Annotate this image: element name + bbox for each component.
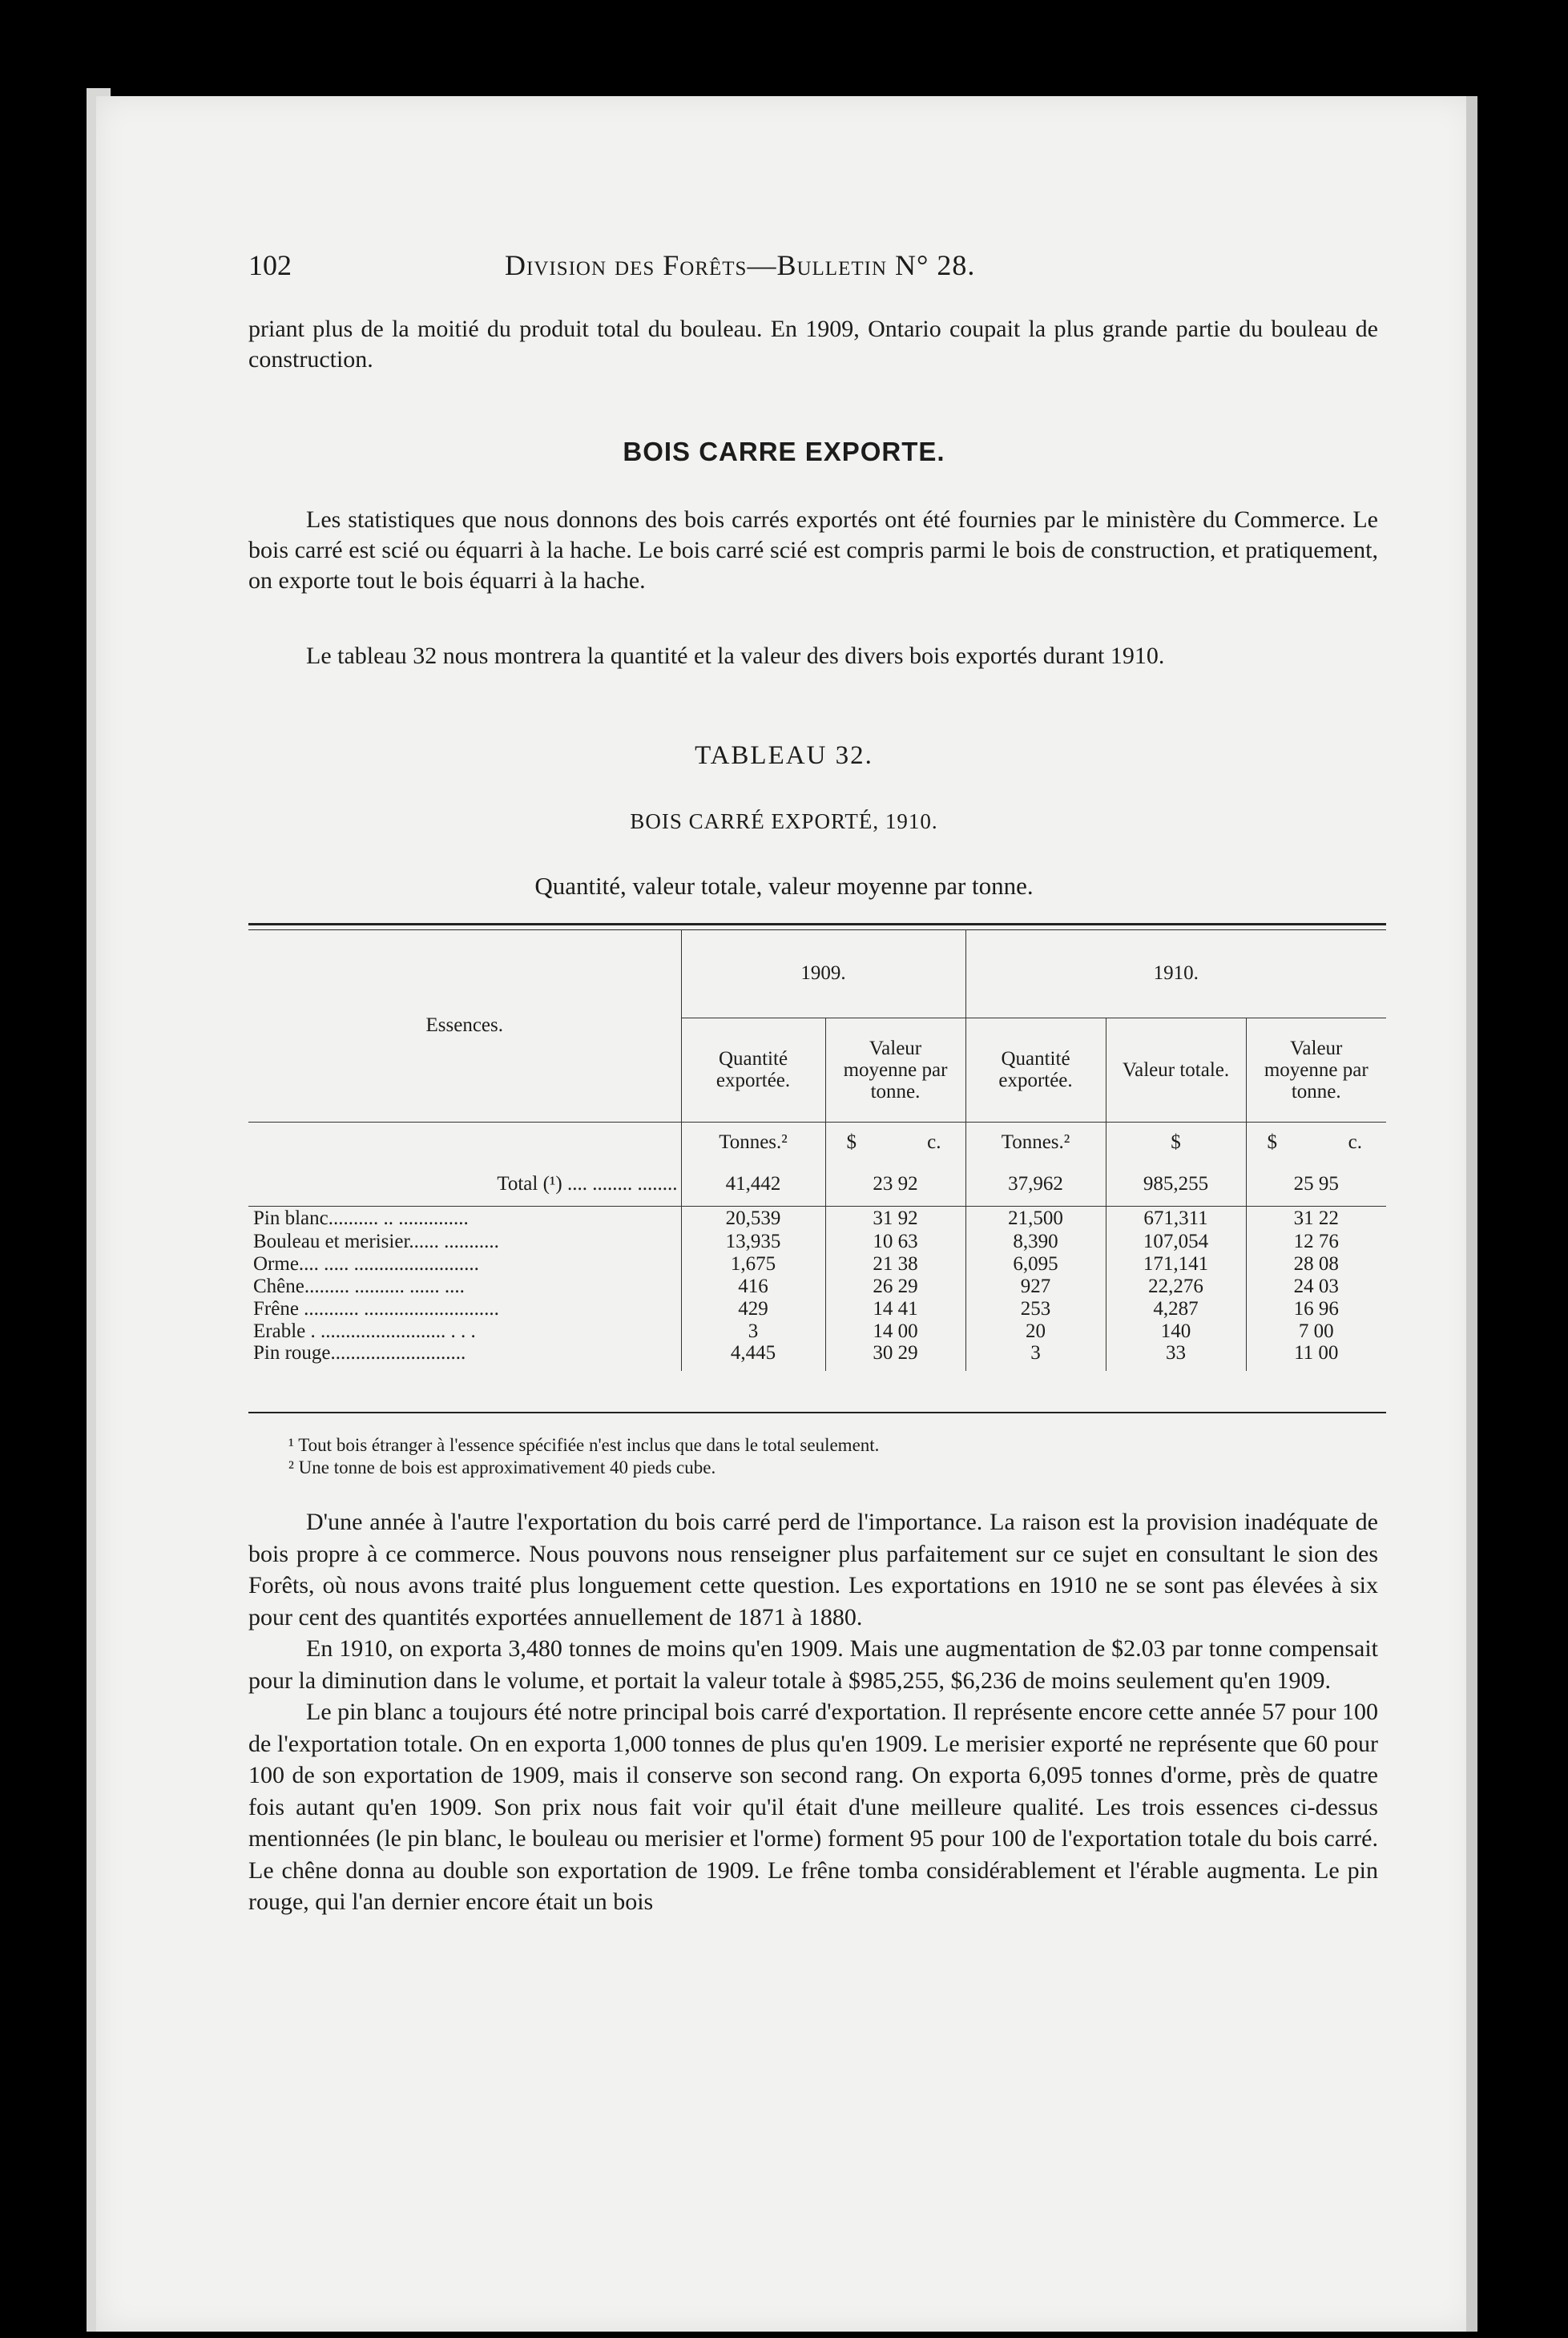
- unit-dollar-1910: $: [1267, 1131, 1277, 1153]
- unit-qty-1909: Tonnes.²: [681, 1122, 825, 1162]
- table-row: Chêne......... .......... ...... .... 416 26 29 927 22,276 24 03: [248, 1275, 1386, 1297]
- paragraph-statistics: [248, 505, 1378, 596]
- col-total-1910: Valeur totale.: [1106, 1018, 1246, 1122]
- page-edge: [1466, 96, 1477, 2332]
- intro-paragraph: priant plus de la moitié du produit total du bouleau. En 1909, Ontario coupait la plus grande partie du bouleau de construction.: [248, 316, 1378, 373]
- unit-money-1909: [825, 1122, 965, 1162]
- unit-qty-1910: Tonnes.²: [965, 1122, 1106, 1162]
- paragraph-statistics-text: Les statistiques que nous donnons des bois carrés exportés ont été fournies par le ministère du Commerce. Le bois carré est scié ou équarri à la hache. Le bois carré scié est compris parmi le bois de construction, et pratiquement, on exporte tout le bois équarri à la hache.: [248, 506, 1378, 594]
- table-row: Pin blanc.......... .. .............. 20,539 31 92 21,500 671,311 31 22: [248, 1206, 1386, 1230]
- running-title: Division des Forêts—Bulletin N° 28.: [505, 249, 976, 281]
- exports-table: [248, 929, 1386, 1371]
- unit-money-1910: [1246, 1122, 1386, 1162]
- unit-dollar-1909: $: [846, 1131, 857, 1153]
- footnote-1: ¹ Tout bois étranger à l'essence spécifiée n'est inclus que dans le total seulement.: [288, 1435, 880, 1455]
- total-row: Total (¹) .... ........ ........ 41,442 23 92 37,962 985,255 25 95: [248, 1162, 1386, 1206]
- paragraph-tableau-intro-text: Le tableau 32 nous montrera la quantité et la valeur des divers bois exportés durant 1910.: [306, 643, 1165, 669]
- body-paragraph: Le pin blanc a toujours été notre principal bois carré d'exportation. Il représente encore cette année 57 pour 100 de l'exportation totale. On en exporta 1,000 tonnes de plus qu'en 1909. Le merisier exporté ne représente que 60 pour 100 de son exportation de 1909, mais il conserve son second rang. On exporta 6,095 tonnes d'orme, près de quatre fois autant qu'en 1909. Son prix nous fait voir qu'il était d'une meilleure qualité. Les trois essences ci-dessus mentionnées (le pin blanc, le bouleau ou merisier et l'orme) forment 95 pour 100 de l'exportation totale du bois carré. Le chêne donna au double son exportation de 1909. Le frêne tomba considérablement et l'érable augmenta. Le pin rouge, qui l'an dernier encore était un bois: [248, 1699, 1378, 1915]
- paragraph-tableau-intro: [248, 641, 1378, 671]
- section-heading: BOIS CARRE EXPORTE.: [623, 437, 945, 466]
- total-label: Total (¹) .... ........ ........: [248, 1162, 681, 1206]
- footnote-2: ² Une tonne de bois est approximativement 40 pieds cube.: [288, 1457, 716, 1477]
- col-qty-1909: Quantité exportée.: [681, 1018, 825, 1122]
- table-subtitle: BOIS CARRÉ EXPORTÉ, 1910.: [630, 809, 938, 833]
- body-paragraph: En 1910, on exporta 3,480 tonnes de moins qu'en 1909. Mais une augmentation de $2.03 par tonne compensait pour la diminution dans le volume, et portait la valeur totale à $985,255, $6,236 de moins seulement qu'en 1909.: [248, 1635, 1378, 1694]
- page-header: [248, 248, 1394, 296]
- table-row: Erable . ......................... . . . 3 14 00 20 140 7 00: [248, 1320, 1386, 1342]
- body-text: [248, 1506, 1378, 1918]
- body-paragraph: D'une année à l'autre l'exportation du bois carré perd de l'importance. La raison est la provision inadéquate de bois propre à ce commerce. Nous pouvons nous renseigner plus parfaitement sur ce sujet en consultant le sion des Forêts, où nous avons traité plus longuement cette question. Les exportations en 1910 ne se sont pas élevées à six pour cent des quantités exportées annuellement de 1871 à 1880.: [248, 1509, 1378, 1631]
- table-row: Pin rouge........................... 4,445 30 29 3 33 11 00: [248, 1342, 1386, 1371]
- table-title: TABLEAU 32.: [695, 741, 873, 770]
- col-avg-1909: Valeur moyenne par tonne.: [825, 1018, 965, 1122]
- year-1909-header: 1909.: [681, 929, 965, 1018]
- page-number: 102: [248, 249, 292, 281]
- table-row: Bouleau et merisier...... ........... 13,935 10 63 8,390 107,054 12 76: [248, 1230, 1386, 1252]
- year-1910-header: 1910.: [965, 929, 1386, 1018]
- unit-total-1910: $: [1106, 1122, 1246, 1162]
- essences-header: Essences.: [248, 929, 681, 1122]
- col-qty-1910: Quantité exportée.: [965, 1018, 1106, 1122]
- unit-cent-1910: c.: [1348, 1131, 1362, 1153]
- col-avg-1910: Valeur moyenne par tonne.: [1264, 1037, 1368, 1102]
- table-row: Frêne ........... ........................... 429 14 41 253 4,287 16 96: [248, 1297, 1386, 1320]
- unit-cent-1909: c.: [927, 1131, 941, 1153]
- table-row: Orme.... ..... ......................... 1,675 21 38 6,095 171,141 28 08: [248, 1252, 1386, 1275]
- table-bottom-rule: [248, 1412, 1386, 1413]
- table-caption: Quantité, valeur totale, valeur moyenne par tonne.: [534, 872, 1034, 900]
- footnotes: [288, 1434, 1330, 1479]
- table-top-rule: [248, 923, 1386, 925]
